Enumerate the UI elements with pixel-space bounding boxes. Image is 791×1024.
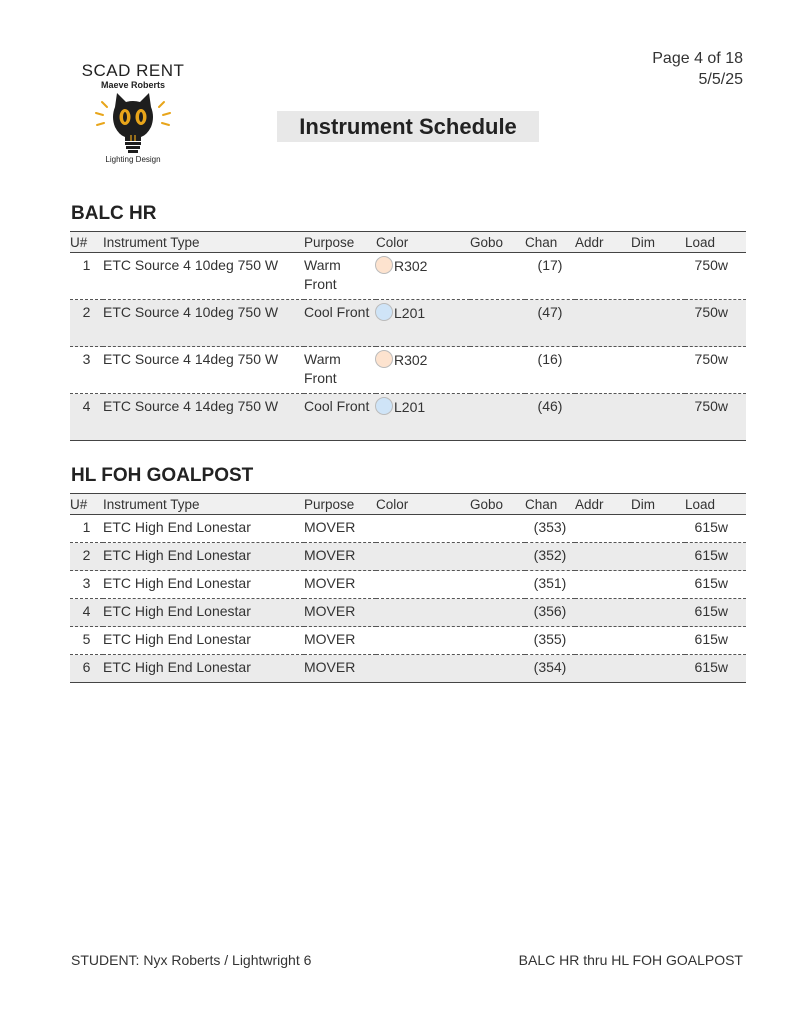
cell-instrument-type: ETC High End Lonestar bbox=[103, 599, 304, 627]
col-instrument-type: Instrument Type bbox=[103, 494, 304, 515]
cell-gobo bbox=[470, 627, 525, 655]
cell-color bbox=[376, 627, 470, 655]
color-code: L201 bbox=[394, 399, 426, 415]
color-code: R302 bbox=[394, 352, 428, 368]
table-row bbox=[70, 571, 746, 599]
schedule-table bbox=[70, 231, 746, 441]
col-chan: Chan bbox=[525, 232, 575, 253]
cell-unit: 4 bbox=[70, 394, 103, 441]
cell-chan: (354) bbox=[525, 655, 575, 683]
cell-load: 750w bbox=[685, 347, 746, 394]
cell-load: 750w bbox=[685, 300, 746, 347]
col-purpose: Purpose bbox=[304, 494, 376, 515]
cell-purpose: Cool Front bbox=[304, 394, 376, 441]
col-instrument-type: Instrument Type bbox=[103, 232, 304, 253]
col-addr: Addr bbox=[575, 494, 631, 515]
cell-addr bbox=[575, 394, 631, 441]
table-row bbox=[70, 394, 746, 441]
table-row bbox=[70, 627, 746, 655]
cell-purpose: MOVER bbox=[304, 599, 376, 627]
cell-purpose: Warm Front bbox=[304, 253, 376, 300]
cell-dim bbox=[631, 515, 685, 543]
cell-load: 615w bbox=[685, 655, 746, 683]
cell-chan: (352) bbox=[525, 543, 575, 571]
cell-chan: (355) bbox=[525, 627, 575, 655]
cell-instrument-type: ETC Source 4 10deg 750 W bbox=[103, 253, 304, 300]
cell-purpose: Cool Front bbox=[304, 300, 376, 347]
cell-unit: 3 bbox=[70, 571, 103, 599]
cell-addr bbox=[575, 655, 631, 683]
cell-instrument-type: ETC High End Lonestar bbox=[103, 627, 304, 655]
cell-load: 615w bbox=[685, 571, 746, 599]
cell-unit: 2 bbox=[70, 543, 103, 571]
table-header-row bbox=[70, 494, 746, 515]
color-swatch bbox=[375, 397, 393, 415]
cell-gobo bbox=[470, 347, 525, 394]
cell-load: 615w bbox=[685, 515, 746, 543]
footer-student: STUDENT: Nyx Roberts / Lightwright 6 bbox=[71, 952, 312, 968]
cell-chan: (353) bbox=[525, 515, 575, 543]
cell-addr bbox=[575, 300, 631, 347]
cell-purpose: MOVER bbox=[304, 655, 376, 683]
table-row bbox=[70, 599, 746, 627]
cell-unit: 6 bbox=[70, 655, 103, 683]
logo-department: Lighting Design bbox=[105, 155, 161, 164]
cell-load: 750w bbox=[685, 253, 746, 300]
cell-dim bbox=[631, 655, 685, 683]
col-color: Color bbox=[376, 494, 470, 515]
cell-color bbox=[376, 394, 470, 441]
cell-chan: (47) bbox=[525, 300, 575, 347]
cell-gobo bbox=[470, 515, 525, 543]
cell-color bbox=[376, 571, 470, 599]
cell-instrument-type: ETC Source 4 14deg 750 W bbox=[103, 347, 304, 394]
cell-gobo bbox=[470, 300, 525, 347]
cell-gobo bbox=[470, 394, 525, 441]
section-title: BALC HR bbox=[71, 203, 157, 224]
document-title: Instrument Schedule bbox=[277, 111, 539, 142]
cell-color bbox=[376, 300, 470, 347]
cell-unit: 4 bbox=[70, 599, 103, 627]
cell-color bbox=[376, 543, 470, 571]
color-code: L201 bbox=[394, 305, 426, 321]
cell-load: 615w bbox=[685, 599, 746, 627]
cell-instrument-type: ETC High End Lonestar bbox=[103, 515, 304, 543]
cell-dim bbox=[631, 571, 685, 599]
cell-dim bbox=[631, 394, 685, 441]
logo-org-name: SCAD RENT bbox=[81, 61, 185, 80]
cell-addr bbox=[575, 571, 631, 599]
table-row bbox=[70, 655, 746, 683]
cell-chan: (17) bbox=[525, 253, 575, 300]
cell-addr bbox=[575, 515, 631, 543]
logo-designer-name: Maeve Roberts bbox=[100, 80, 166, 90]
cell-addr bbox=[575, 347, 631, 394]
cell-chan: (351) bbox=[525, 571, 575, 599]
cell-unit: 3 bbox=[70, 347, 103, 394]
table-row bbox=[70, 253, 746, 300]
cell-gobo bbox=[470, 253, 525, 300]
cell-instrument-type: ETC High End Lonestar bbox=[103, 543, 304, 571]
cell-addr bbox=[575, 543, 631, 571]
cell-purpose: MOVER bbox=[304, 515, 376, 543]
cell-load: 615w bbox=[685, 627, 746, 655]
color-swatch bbox=[375, 303, 393, 321]
cell-dim bbox=[631, 627, 685, 655]
cell-dim bbox=[631, 253, 685, 300]
cell-color bbox=[376, 599, 470, 627]
cell-instrument-type: ETC Source 4 10deg 750 W bbox=[103, 300, 304, 347]
col-dim: Dim bbox=[631, 494, 685, 515]
cell-dim bbox=[631, 543, 685, 571]
cell-color bbox=[376, 515, 470, 543]
cell-purpose: MOVER bbox=[304, 571, 376, 599]
cell-chan: (16) bbox=[525, 347, 575, 394]
footer-range: BALC HR thru HL FOH GOALPOST bbox=[518, 952, 743, 968]
cell-gobo bbox=[470, 543, 525, 571]
col-unit: U# bbox=[70, 232, 103, 253]
cell-chan: (46) bbox=[525, 394, 575, 441]
page-number: Page 4 of 18 bbox=[652, 50, 743, 67]
col-color: Color bbox=[376, 232, 470, 253]
page-date: 5/5/25 bbox=[698, 71, 743, 88]
cat-lightbulb-icon bbox=[93, 91, 173, 157]
section-title: HL FOH GOALPOST bbox=[71, 465, 254, 486]
cell-gobo bbox=[470, 655, 525, 683]
col-load: Load bbox=[685, 494, 746, 515]
cell-addr bbox=[575, 599, 631, 627]
cell-addr bbox=[575, 627, 631, 655]
logo bbox=[72, 62, 194, 178]
cell-color bbox=[376, 253, 470, 300]
cell-purpose: MOVER bbox=[304, 627, 376, 655]
col-load: Load bbox=[685, 232, 746, 253]
col-gobo: Gobo bbox=[470, 494, 525, 515]
cell-gobo bbox=[470, 599, 525, 627]
col-chan: Chan bbox=[525, 494, 575, 515]
cell-color bbox=[376, 347, 470, 394]
cell-dim bbox=[631, 300, 685, 347]
col-gobo: Gobo bbox=[470, 232, 525, 253]
cell-chan: (356) bbox=[525, 599, 575, 627]
cell-instrument-type: ETC High End Lonestar bbox=[103, 571, 304, 599]
cell-unit: 1 bbox=[70, 515, 103, 543]
cell-addr bbox=[575, 253, 631, 300]
cell-unit: 1 bbox=[70, 253, 103, 300]
col-purpose: Purpose bbox=[304, 232, 376, 253]
table-header-row bbox=[70, 232, 746, 253]
color-swatch bbox=[375, 350, 393, 368]
col-addr: Addr bbox=[575, 232, 631, 253]
cell-purpose: MOVER bbox=[304, 543, 376, 571]
cell-load: 615w bbox=[685, 543, 746, 571]
table-row bbox=[70, 347, 746, 394]
cell-dim bbox=[631, 347, 685, 394]
cell-unit: 5 bbox=[70, 627, 103, 655]
table-row bbox=[70, 543, 746, 571]
cell-color bbox=[376, 655, 470, 683]
cell-dim bbox=[631, 599, 685, 627]
color-swatch bbox=[375, 256, 393, 274]
col-dim: Dim bbox=[631, 232, 685, 253]
page-info bbox=[652, 48, 743, 90]
cell-instrument-type: ETC Source 4 14deg 750 W bbox=[103, 394, 304, 441]
cell-load: 750w bbox=[685, 394, 746, 441]
cell-instrument-type: ETC High End Lonestar bbox=[103, 655, 304, 683]
col-unit: U# bbox=[70, 494, 103, 515]
cell-gobo bbox=[470, 571, 525, 599]
cell-purpose: Warm Front bbox=[304, 347, 376, 394]
schedule-table bbox=[70, 493, 746, 683]
color-code: R302 bbox=[394, 258, 428, 274]
cell-unit: 2 bbox=[70, 300, 103, 347]
table-row bbox=[70, 300, 746, 347]
table-row bbox=[70, 515, 746, 543]
